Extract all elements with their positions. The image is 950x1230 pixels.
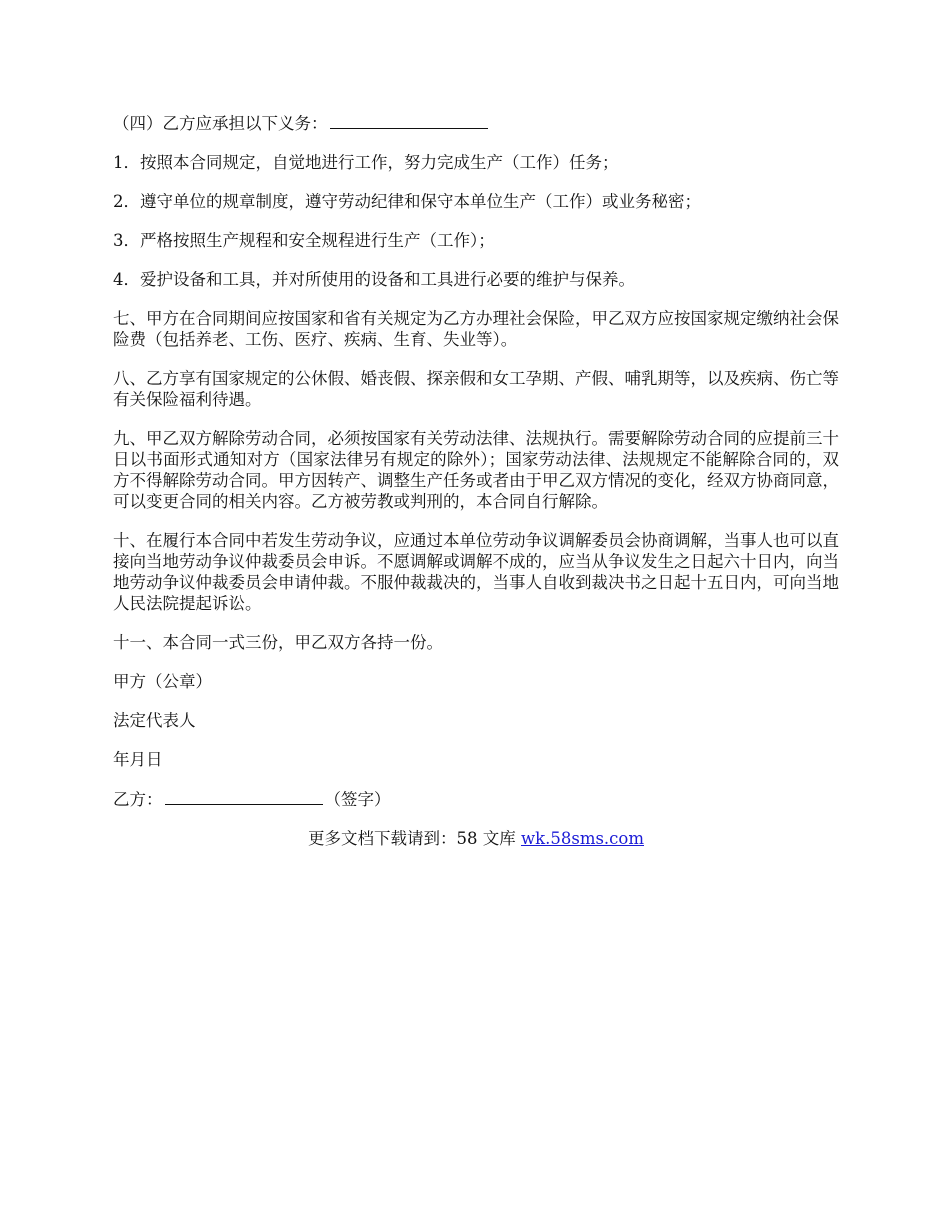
clause-11: 十一、本合同一式三份，甲乙双方各持一份。 bbox=[113, 633, 443, 652]
footer-text: 更多文档下载请到：58 文库 bbox=[307, 829, 521, 848]
section-four-heading bbox=[113, 112, 839, 134]
party-b-signature bbox=[113, 788, 839, 810]
document-page bbox=[113, 112, 839, 866]
clause-10: 十、在履行本合同中若发生劳动争议，应通过本单位劳动争议调解委员会协商调解，当事人也可以直接向当地劳动争议仲裁委员会申诉。不愿调解或调解不成的，应当从争议发生之日起六十日内，向当地劳动争议仲裁委员会申请仲裁。不服仲裁裁决的，当事人自收到裁决书之日起十五日内，可向当地人民法院提起诉讼。 bbox=[113, 531, 839, 613]
obligation-item-2: 2．遵守单位的规章制度，遵守劳动纪律和保守本单位生产（工作）或业务秘密； bbox=[113, 192, 701, 211]
clause-9: 九、甲乙双方解除劳动合同，必须按国家有关劳动法律、法规执行。需要解除劳动合同的应提前三十日以书面形式通知对方（国家法律另有规定的除外）；国家劳动法律、法规规定不能解除合同的，双方不得解除劳动合同。甲方因转产、调整生产任务或者由于甲乙双方情况的变化，经双方协商同意，可以变更合同的相关内容。乙方被劳教或判刑的，本合同自行解除。 bbox=[113, 429, 839, 511]
party-a-seal: 甲方（公章） bbox=[113, 672, 212, 691]
signature-date: 年月日 bbox=[113, 750, 163, 769]
obligation-item-3: 3．严格按照生产规程和安全规程进行生产（工作）； bbox=[113, 231, 495, 250]
clause-7: 七、甲方在合同期间应按国家和省有关规定为乙方办理社会保险，甲乙双方应按国家规定缴纳社会保险费（包括养老、工伤、医疗、疾病、生育、失业等）。 bbox=[113, 309, 839, 349]
legal-representative: 法定代表人 bbox=[113, 711, 196, 730]
party-b-label: 乙方： bbox=[113, 790, 163, 809]
party-b-blank-line bbox=[165, 788, 323, 805]
section-four-heading-text: （四）乙方应承担以下义务： bbox=[113, 114, 328, 133]
footer-link[interactable]: wk.58sms.com bbox=[520, 829, 644, 848]
obligation-item-4: 4．爱护设备和工具，并对所使用的设备和工具进行必要的维护与保养。 bbox=[113, 270, 635, 289]
party-b-suffix: （签字） bbox=[324, 790, 391, 809]
clause-8: 八、乙方享有国家规定的公休假、婚丧假、探亲假和女工孕期、产假、哺乳期等，以及疾病、伤亡等有关保险福利待遇。 bbox=[113, 369, 839, 409]
download-footer bbox=[113, 828, 839, 849]
obligation-item-1: 1．按照本合同规定，自觉地进行工作，努力完成生产（工作）任务； bbox=[113, 153, 619, 172]
obligation-blank-line bbox=[330, 112, 488, 129]
